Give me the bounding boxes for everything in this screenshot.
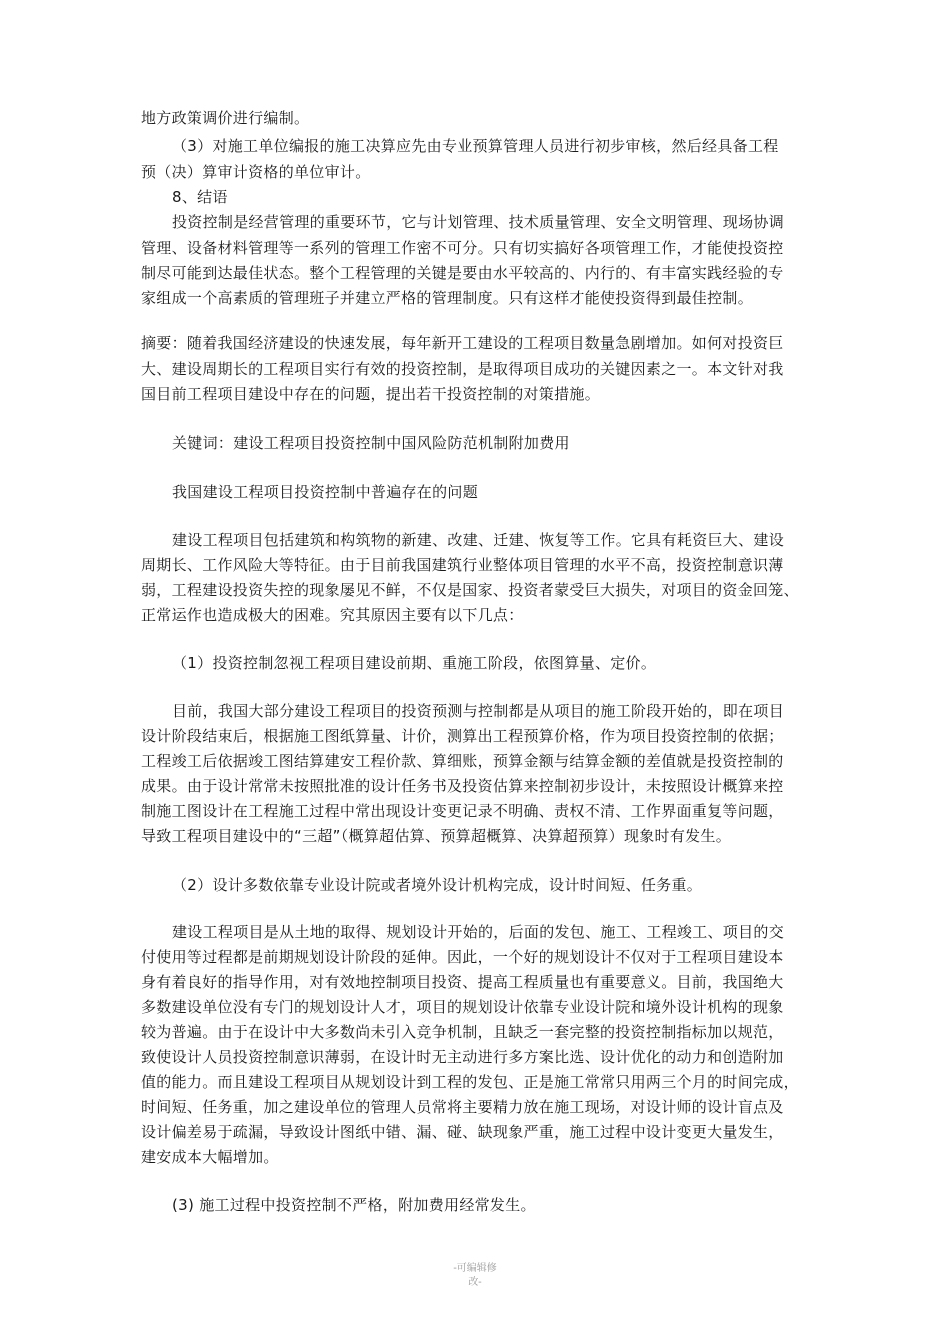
text-line: 设计偏差易于疏漏，导致设计图纸中错、漏、碰、缺现象严重，施工过程中设计变更大量发生， xyxy=(141,1123,784,1141)
section-heading: 我国建设工程项目投资控制中普遍存在的问题 xyxy=(172,483,479,501)
text-line: 投资控制是经营管理的重要环节，它与计划管理、技术质量管理、安全文明管理、现场协调 xyxy=(172,213,785,231)
text-line: 工程竣工后依据竣工图结算建安工程价款、算细账，预算金额与结算金额的差值就是投资控制的 xyxy=(141,752,784,770)
text-line: 弱，工程建设投资失控的现象屡见不鲜，不仅是国家、投资者蒙受巨大损失，对项目的资金回笼、 xyxy=(141,581,799,599)
abstract-line: 摘要：随着我国经济建设的快速发展，每年新开工建设的工程项目数量急剧增加。如何对投资巨 xyxy=(141,334,784,352)
text-line: 时间短、任务重，加之建设单位的管理人员常将主要精力放在施工现场，对设计师的设计盲点及 xyxy=(141,1098,784,1116)
keywords-line: 关键词：建设工程项目投资控制中国风险防范机制附加费用 xyxy=(172,434,570,452)
text-line: 致使设计人员投资控制意识薄弱，在设计时无主动进行多方案比选、设计优化的动力和创造附加 xyxy=(141,1048,784,1066)
text-line: 导致工程项目建设中的“三超”（概算超估算、预算超概算、决算超预算）现象时有发生。 xyxy=(141,827,732,845)
subsection-heading: （2）设计多数依靠专业设计院或者境外设计机构完成，设计时间短、任务重。 xyxy=(172,876,703,894)
text-line: 建设工程项目包括建筑和构筑物的新建、改建、迁建、恢复等工作。它具有耗资巨大、建设 xyxy=(172,531,785,549)
text-line: 地方政策调价进行编制。 xyxy=(141,109,310,127)
text-line: 成果。由于设计常常未按照批准的设计任务书及投资估算来控制初步设计，未按照设计概算来控 xyxy=(141,777,784,795)
abstract-line: 国目前工程项目建设中存在的问题，提出若干投资控制的对策措施。 xyxy=(141,385,601,403)
text-line: （3）对施工单位编报的施工决算应先由专业预算管理人员进行初步审核，然后经具备工程 xyxy=(172,137,779,155)
text-line: 管理、设备材料管理等一系列的管理工作密不可分。只有切实搞好各项管理工作，才能使投资控 xyxy=(141,239,784,257)
text-line: 制施工图设计在工程施工过程中常出现设计变更记录不明确、责权不清、工作界面重复等问题， xyxy=(141,802,784,820)
text-line: 付使用等过程都是前期规划设计阶段的延伸。因此，一个好的规划设计不仅对于工程项目建设本 xyxy=(141,948,784,966)
text-line: 预（决）算审计资格的单位审计。 xyxy=(141,163,371,181)
text-line: 制尽可能到达最佳状态。整个工程管理的关键是要由水平较高的、内行的、有丰富实践经验的专 xyxy=(141,264,784,282)
text-line: 值的能力。而且建设工程项目从规划设计到工程的发包、正是施工常常只用两三个月的时间完成， xyxy=(141,1073,799,1091)
text-line: 正常运作也造成极大的困难。究其原因主要有以下几点： xyxy=(141,606,524,624)
text-line: 家组成一个高素质的管理班子并建立严格的管理制度。只有这样才能使投资得到最佳控制。 xyxy=(141,289,754,307)
section-heading: 8、结语 xyxy=(172,188,228,206)
abstract-line: 大、建设周期长的工程项目实行有效的投资控制，是取得项目成功的关键因素之一。本文针对我 xyxy=(141,360,784,378)
footer-note: 改- xyxy=(468,1277,482,1288)
subsection-heading: （1）投资控制忽视工程项目建设前期、重施工阶段，依图算量、定价。 xyxy=(172,654,657,672)
text-line: 建安成本大幅增加。 xyxy=(141,1148,279,1166)
subsection-heading: (3) 施工过程中投资控制不严格，附加费用经常发生。 xyxy=(172,1196,536,1214)
text-line: 多数建设单位没有专门的规划设计人才，项目的规划设计依靠专业设计院和境外设计机构的现象 xyxy=(141,998,784,1016)
text-line: 设计阶段结束后，根据施工图纸算量、计价，测算出工程预算价格，作为项目投资控制的依据； xyxy=(141,727,784,745)
text-line: 建设工程项目是从土地的取得、规划设计开始的，后面的发包、施工、工程竣工、项目的交 xyxy=(172,923,785,941)
text-line: 目前，我国大部分建设工程项目的投资预测与控制都是从项目的施工阶段开始的，即在项目 xyxy=(172,702,785,720)
footer-note: -可编辑修 xyxy=(453,1263,497,1274)
text-line: 身有着良好的指导作用，对有效地控制项目投资、提高工程质量也有重要意义。目前，我国绝大 xyxy=(141,973,784,991)
text-line: 周期长、工作风险大等特征。由于目前我国建筑行业整体项目管理的水平不高，投资控制意识薄 xyxy=(141,556,784,574)
text-line: 较为普遍。由于在设计中大多数尚未引入竞争机制，且缺乏一套完整的投资控制指标加以规范， xyxy=(141,1023,784,1041)
